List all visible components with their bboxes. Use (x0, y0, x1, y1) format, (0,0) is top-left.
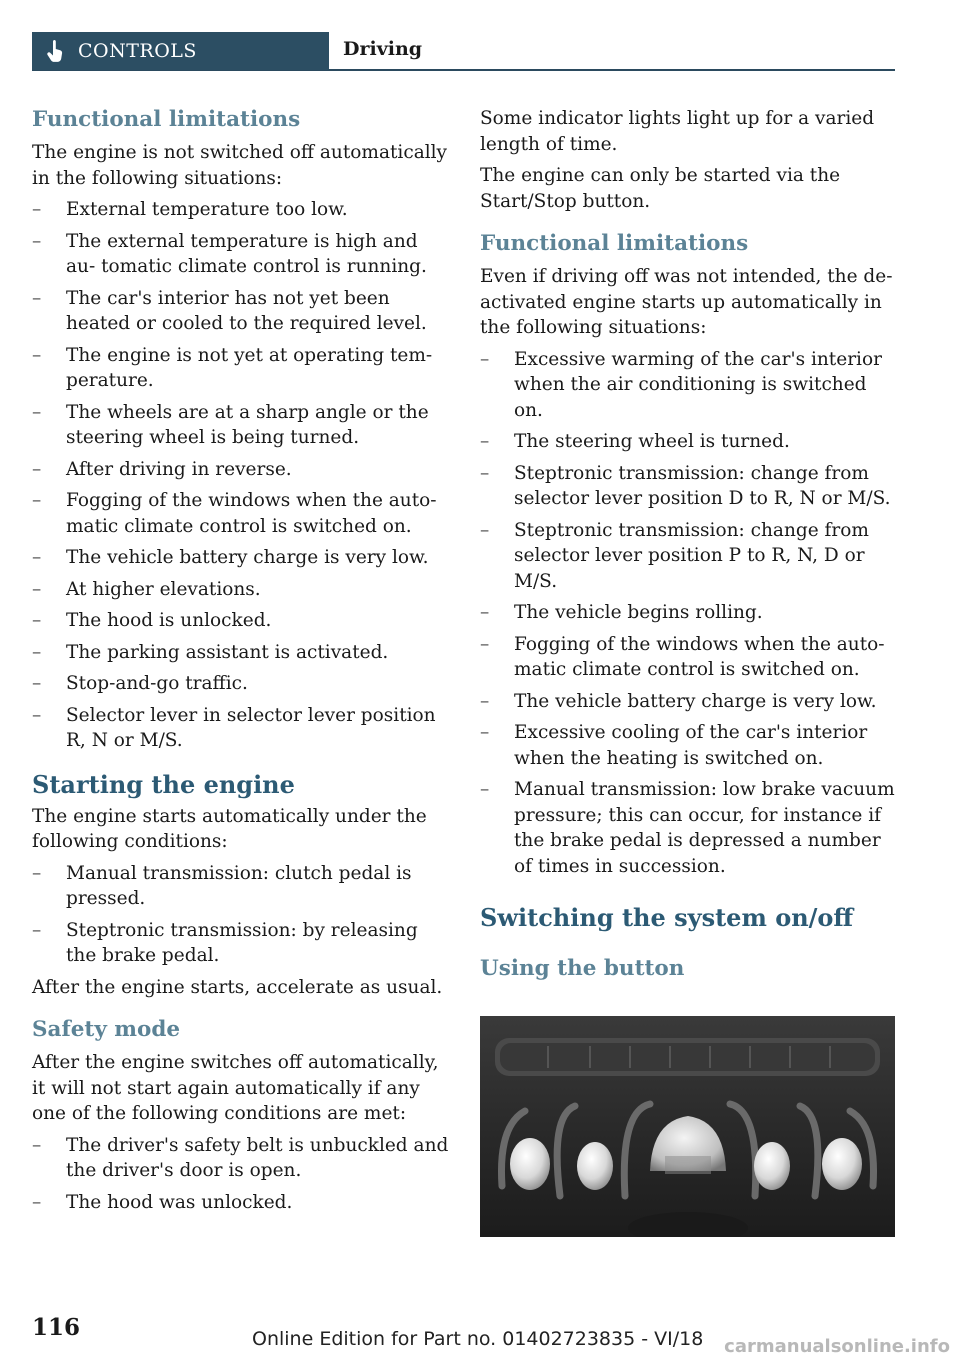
bullet-list (32, 1133, 452, 1216)
paragraph: The engine is not switched off automatically in the following situations: (32, 142, 448, 189)
list-item: – Fogging of the windows when the auto‐ matic climate control is switched on. (32, 488, 452, 539)
list-item: – Fogging of the windows when the auto‐ matic climate control is switched on. (480, 632, 895, 683)
list-item: – Manual transmission: low brake vacuum pressure; this can occur, for instance if the brake pedal is depressed a number of times in succession. (480, 777, 895, 879)
list-item: – Excessive warming of the car's interior when the air conditioning is switched on. (480, 347, 895, 424)
paragraph: The engine starts automatically under the following conditions: (32, 805, 427, 852)
paragraph: Some indicator lights light up for a varied length of time. (480, 108, 875, 155)
right-column (480, 106, 895, 989)
list-item: – The vehicle battery charge is very low. (32, 545, 452, 571)
bullet-list (32, 861, 452, 969)
heading-functional-limitations: Functional limitations (480, 231, 749, 256)
heading-starting-engine: Starting the engine (32, 769, 295, 799)
list-item: – The wheels are at a sharp angle or the steering wheel is being turned. (32, 400, 452, 451)
list-item: – The parking assistant is activated. (32, 640, 452, 666)
heading-functional-limitations: Functional limitations (32, 107, 301, 132)
section-tab (32, 32, 329, 70)
toggle-switch-panel-photo (480, 1016, 895, 1237)
bullet-list (32, 197, 452, 754)
list-item: – Steptronic transmission: change from selector lever position D to R, N or M/S. (480, 461, 895, 512)
list-item: – Steptronic transmission: by releasing the brake pedal. (32, 918, 452, 969)
page-number: 116 (32, 1314, 81, 1341)
list-item: – Excessive cooling of the car's interior when the heating is switched on. (480, 720, 895, 771)
list-item: – The vehicle battery charge is very low. (480, 689, 895, 715)
heading-safety-mode: Safety mode (32, 1017, 181, 1042)
list-item: – The car's interior has not yet been heated or cooled to the required level. (32, 286, 452, 337)
list-item: – Stop-and-go traffic. (32, 671, 452, 697)
list-item: – The driver's safety belt is unbuckled and the driver's door is open. (32, 1133, 452, 1184)
hand-pointer-icon (40, 32, 70, 70)
paragraph: The engine can only be started via the Start/Stop button. (480, 165, 841, 212)
list-item: – Manual transmission: clutch pedal is pressed. (32, 861, 452, 912)
list-item: – Steptronic transmission: change from selector lever position P to R, N, D or M/S. (480, 518, 895, 595)
list-item: – The vehicle begins rolling. (480, 600, 895, 626)
list-item: – The engine is not yet at operating tem‐ perature. (32, 343, 452, 394)
page-header (32, 32, 895, 71)
list-item: – The hood is unlocked. (32, 608, 452, 634)
edition-note: Online Edition for Part no. 01402723835 - VI/18 (252, 1328, 704, 1350)
list-item: – After driving in reverse. (32, 457, 452, 483)
heading-using-button: Using the button (480, 956, 685, 981)
section-label: CONTROLS (78, 40, 197, 62)
list-item: – The external temperature is high and au‐ tomatic climate control is running. (32, 229, 452, 280)
list-item: – Selector lever in selector lever position R, N or M/S. (32, 703, 452, 754)
paragraph: Even if driving off was not intended, the de‐ activated engine starts up automatically in the following situations: (480, 266, 893, 338)
list-item: – The hood was unlocked. (32, 1190, 452, 1216)
list-item: – The steering wheel is turned. (480, 429, 895, 455)
heading-switching-system: Switching the system on/off (480, 903, 854, 932)
bullet-list (480, 347, 895, 880)
watermark: carmanualsonline.info (724, 1336, 950, 1357)
paragraph: After the engine starts, accelerate as usual. (32, 976, 443, 998)
paragraph: After the engine switches off automatically, it will not start again automatically if any one of the following conditions are met: (32, 1052, 439, 1124)
list-item: – External temperature too low. (32, 197, 452, 223)
list-item: – At higher elevations. (32, 577, 452, 603)
left-column (32, 106, 452, 1221)
chapter-title: Driving (343, 38, 423, 60)
